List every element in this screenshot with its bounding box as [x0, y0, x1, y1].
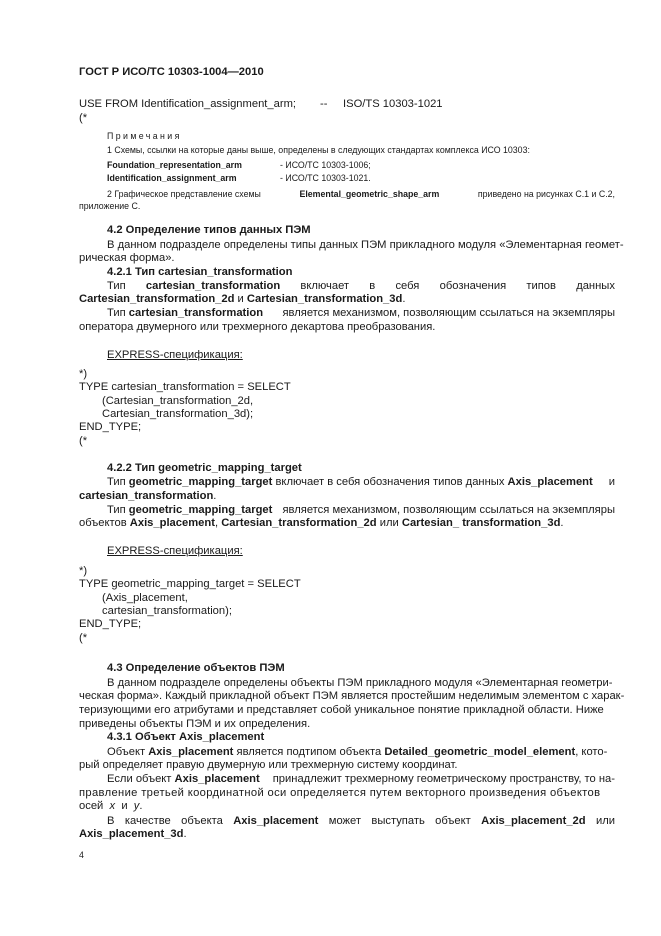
code-1-line-2: TYPE cartesian_transformation = SELECT [79, 381, 291, 393]
section-4-3-1-title: 4.3.1 Объект Axis_placement [107, 731, 265, 743]
s431-line-5: осей x и y. [79, 800, 143, 812]
ref-1-name: Foundation_representation_arm [107, 160, 242, 170]
ref-1-std: - ИСО/ТС 10303-1006; [280, 160, 371, 170]
code-2-line-5: END_TYPE; [79, 618, 142, 630]
code-2-line-3: (Axis_placement, [102, 592, 188, 604]
s422-line-2: cartesian_transformation. [79, 490, 217, 502]
use-from-line: USE FROM Identification_assignment_arm; [79, 98, 296, 110]
notes-label: Примечания [107, 131, 182, 141]
express-spec-label-2: EXPRESS-спецификация: [107, 545, 243, 557]
s43-para-line-2: ческая форма». Каждый прикладной объект ПЭМ является простейшим неделимым элементом с харак- [79, 690, 625, 702]
s421-line-2: Cartesian_transformation_2d и Cartesian_transformation_3d. [79, 293, 406, 305]
code-2-line-1: *) [79, 565, 88, 577]
s431-line-3: Если объект Axis_placement принадлежит трехмерному геометрическому пространству, то на- [107, 773, 615, 785]
s43-para-line-3: теризующими его атрибутами и представляет собой уникальное понятие прикладной области. Ниже [79, 704, 604, 716]
comment-open: (* [79, 112, 88, 124]
note-2-cont: приложение С. [79, 201, 141, 211]
use-from-dash: -- [320, 98, 328, 110]
code-2-line-4: cartesian_transformation); [102, 605, 232, 617]
s431-line-2: рый определяет правую двумерную или трехмерную систему координат. [79, 759, 458, 771]
s431-line-7: Axis_placement_3d. [79, 828, 187, 840]
code-1-line-4: Cartesian_transformation_3d); [102, 408, 254, 420]
section-4-2-2-title: 4.2.2 Тип geometric_mapping_target [107, 462, 302, 474]
s431-line-6: В качестве объекта Axis_placement может выступать объект Axis_placement_2d или [107, 815, 615, 827]
s43-para-line-1: В данном подразделе определены объекты ПЭМ прикладного модуля «Элементарная геометри- [107, 677, 613, 689]
code-1-line-1: *) [79, 368, 88, 380]
s421-line-3: Тип cartesian_transformation является механизмом, позволяющим ссылаться на экземпляры [107, 307, 615, 319]
s431-line-4: правление третьей координатной оси определяется путем векторного произведения объектов [79, 787, 601, 799]
code-2-line-6: (* [79, 632, 88, 644]
s42-para-line-2: рическая форма». [79, 252, 175, 264]
s43-para-line-4: приведены объекты ПЭМ и их определения. [79, 718, 311, 730]
s422-line-4: объектов Axis_placement, Cartesian_transformation_2d или Cartesian_ transformation_3d. [79, 517, 564, 529]
page-header: ГОСТ Р ИСО/ТС 10303-1004—2010 [79, 66, 264, 78]
express-spec-label-1: EXPRESS-спецификация: [107, 349, 243, 361]
code-1-line-6: (* [79, 435, 88, 447]
s431-line-1: Объект Axis_placement является подтипом объекта Detailed_geometric_model_element, кото- [107, 746, 608, 758]
section-4-3-title: 4.3 Определение объектов ПЭМ [107, 662, 285, 674]
section-4-2-title: 4.2 Определение типов данных ПЭМ [107, 224, 311, 236]
ref-2-name: Identification_assignment_arm [107, 173, 237, 183]
note-1: 1 Схемы, ссылки на которые даны выше, определены в следующих стандартах комплекса ИСО 10303: [107, 145, 530, 155]
use-from-std: ISO/TS 10303-1021 [343, 98, 443, 110]
note-2: 2 Графическое представление схемы Elemental_geometric_shape_arm приведено на рисунках С.1 и С.2, [107, 189, 615, 199]
code-1-line-5: END_TYPE; [79, 421, 142, 433]
code-1-line-3: (Cartesian_transformation_2d, [102, 395, 254, 407]
s421-line-4: оператора двумерного или трехмерного декартова преобразования. [79, 321, 436, 333]
page-number: 4 [79, 850, 84, 860]
ref-2-std: - ИСО/ТС 10303-1021. [280, 173, 371, 183]
section-4-2-1-title: 4.2.1 Тип cartesian_transformation [107, 266, 293, 278]
s421-line-1: Тип cartesian_transformation включает в себя обозначения типов данных [107, 280, 615, 292]
s42-para-line-1: В данном подразделе определены типы данных ПЭМ прикладного модуля «Элементарная геомет- [107, 239, 624, 251]
s422-line-3: Тип geometric_mapping_target является механизмом, позволяющим ссылаться на экземпляры [107, 504, 615, 516]
s422-line-1: Тип geometric_mapping_target включает в себя обозначения типов данных Axis_placement и [107, 476, 615, 488]
code-2-line-2: TYPE geometric_mapping_target = SELECT [79, 578, 301, 590]
